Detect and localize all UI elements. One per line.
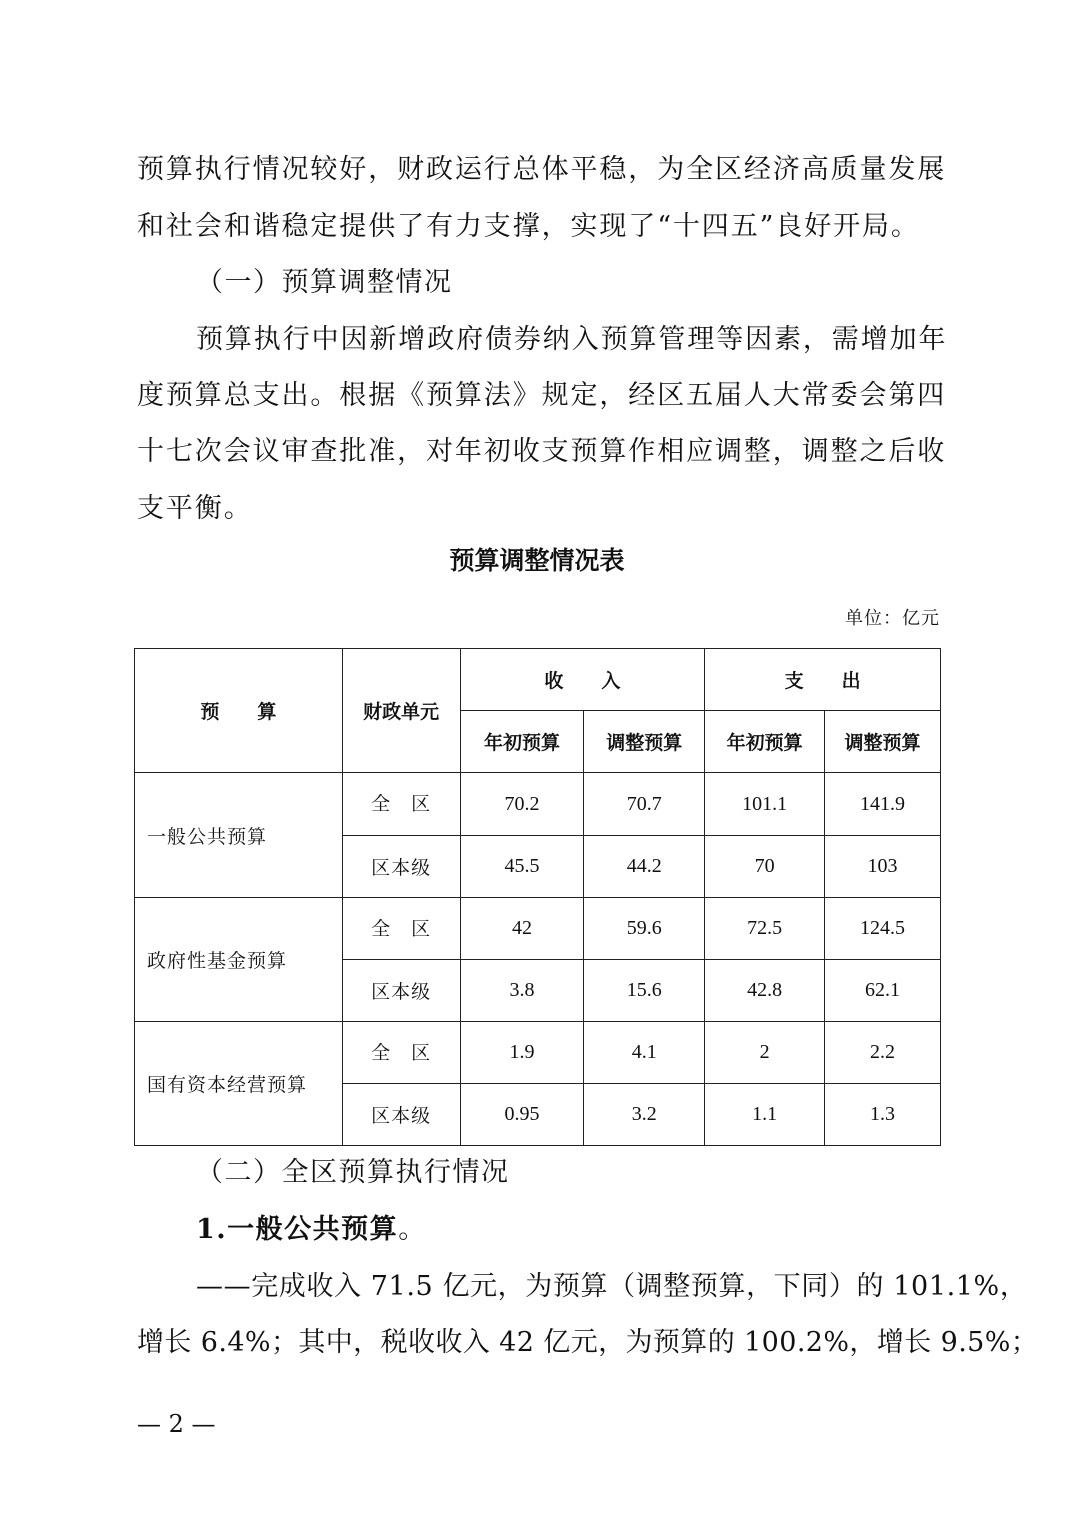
value-cell: 70.2 [460,773,584,836]
value-cell: 70 [705,836,825,898]
paragraph-2-line-4: 支平衡。 [137,493,253,524]
value-cell: 70.7 [584,773,705,836]
value-cell: 2 [705,1022,825,1084]
paragraph-2-line-1: 预算执行中因新增政府债券纳入预算管理等因素，需增加年 [196,324,948,355]
fiscal-unit-cell: 区本级 [342,1084,460,1146]
value-cell: 15.6 [584,960,705,1022]
header-expense-adjusted: 调整预算 [825,711,941,773]
value-cell: 62.1 [825,960,941,1022]
value-cell: 1.9 [460,1022,584,1084]
fiscal-unit-cell: 全 区 [342,1022,460,1084]
header-expense-initial: 年初预算 [705,711,825,773]
header-income: 收 入 [460,649,705,711]
fiscal-unit-cell: 全 区 [342,773,460,836]
category-cell: 国有资本经营预算 [135,1022,343,1146]
value-cell: 45.5 [460,836,584,898]
category-cell: 一般公共预算 [135,773,343,898]
section-2-heading: （二）全区预算执行情况 [196,1157,510,1188]
paragraph-2-line-2: 度预算总支出。根据《预算法》规定，经区五届人大常委会第四 [137,380,947,411]
subsection-1-title: 1.一般公共预算 [196,1214,399,1245]
value-cell: 44.2 [584,836,705,898]
paragraph-1-line-2: 和社会和谐稳定提供了有力支撑，实现了“十四五”良好开局。 [137,211,920,242]
table-row [135,1022,941,1084]
subsection-1-heading [196,1210,427,1250]
paragraph-2-line-3: 十七次会议审查批准，对年初收支预算作相应调整，调整之后收 [137,436,947,467]
section-1-heading: （一）预算调整情况 [196,267,453,298]
fiscal-unit-cell: 全 区 [342,898,460,960]
table-title: 预算调整情况表 [449,546,625,575]
value-cell: 59.6 [584,898,705,960]
header-expense: 支 出 [705,649,941,711]
table-row [135,898,941,960]
table-row [135,773,941,836]
table-unit-label: 单位：亿元 [845,608,940,629]
value-cell: 3.2 [584,1084,705,1146]
value-cell: 2.2 [825,1022,941,1084]
paragraph-3-line-1: ——完成收入 71.5 亿元，为预算（调整预算，下同）的 101.1%， [196,1271,1028,1302]
value-cell: 1.1 [705,1084,825,1146]
value-cell: 42 [460,898,584,960]
value-cell: 1.3 [825,1084,941,1146]
value-cell: 4.1 [584,1022,705,1084]
fiscal-unit-cell: 区本级 [342,960,460,1022]
header-budget: 预 算 [135,649,343,773]
value-cell: 124.5 [825,898,941,960]
value-cell: 72.5 [705,898,825,960]
value-cell: 103 [825,836,941,898]
value-cell: 0.95 [460,1084,584,1146]
value-cell: 141.9 [825,773,941,836]
category-cell: 政府性基金预算 [135,898,343,1022]
paragraph-3-line-2: 增长 6.4%；其中，税收收入 42 亿元，为预算的 100.2%，增长 9.5%； [137,1327,1039,1358]
budget-adjustment-table [134,648,941,1146]
value-cell: 101.1 [705,773,825,836]
value-cell: 42.8 [705,960,825,1022]
fiscal-unit-cell: 区本级 [342,836,460,898]
value-cell: 3.8 [460,960,584,1022]
paragraph-1-line-1: 预算执行情况较好，财政运行总体平稳，为全区经济高质量发展 [137,154,947,185]
table-header-row-1 [135,649,941,711]
page-number: — 2 — [137,1410,216,1438]
header-income-initial: 年初预算 [460,711,584,773]
subsection-1-punct: 。 [398,1214,427,1245]
header-fiscal-unit: 财政单元 [342,649,460,773]
header-income-adjusted: 调整预算 [584,711,705,773]
